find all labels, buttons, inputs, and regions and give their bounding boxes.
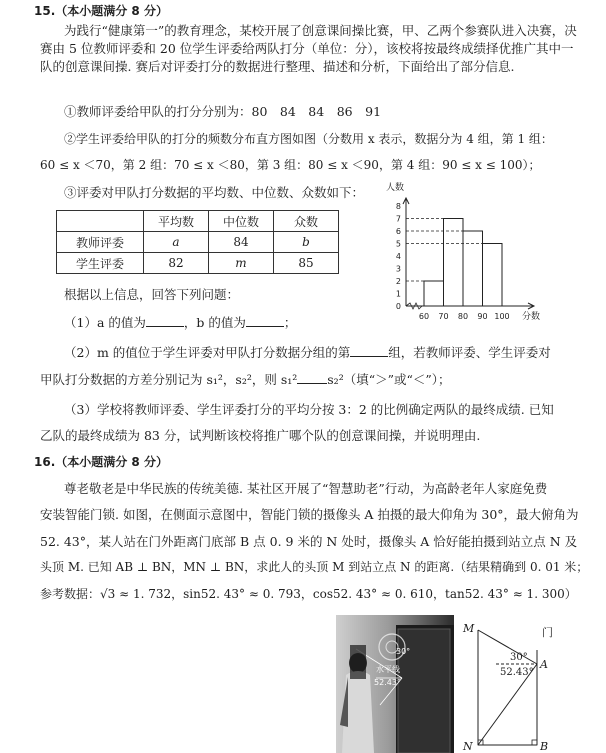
- q16-line5: 参考数据：√3 ≈ 1. 732，sin52. 43° ≈ 0. 793，cos52. 43° ≈ 0. 610，tan52. 43° ≈ 1. 300）: [40, 587, 577, 601]
- stats-table: [56, 210, 339, 274]
- table-header-row: [57, 211, 339, 232]
- part2-line2-text-a: 甲队打分数据的方差分别记为 s₁²，s₂²，则 s₁²: [40, 372, 298, 387]
- y-tick-label: 2: [395, 277, 401, 286]
- photo-label-angle1: 30°: [396, 647, 411, 656]
- point-N-label: N: [463, 740, 473, 753]
- y-tick-label: 7: [395, 214, 401, 224]
- histogram-chart: [384, 178, 559, 328]
- table-cell: 85: [274, 253, 339, 274]
- x-tick-label: 80: [457, 312, 469, 321]
- y-tick-label: 6: [395, 227, 401, 236]
- x-tick-label: 70: [438, 312, 449, 321]
- table-cell: 学生评委: [57, 253, 144, 274]
- point-B-label: B: [540, 740, 549, 753]
- y-tick-label: 0: [395, 302, 401, 311]
- part1-text-a: （1）a 的值为: [64, 315, 146, 330]
- histogram-bar: [424, 281, 444, 306]
- q16-line1: 尊老敬老是中华民族的传统美德. 某社区开展了“智慧助老”行动，为高龄老年人家庭免费: [64, 481, 548, 496]
- histogram-bar: [483, 244, 503, 307]
- y-axis-label: 人数: [386, 183, 405, 193]
- y-tick-label: 5: [395, 239, 401, 249]
- q15-part1: [64, 313, 296, 331]
- part1-text-b: ，b 的值为: [183, 315, 246, 330]
- q15-info1: ①教师评委给甲队的打分分别为：80 84 84 86 91: [64, 104, 382, 119]
- q15-part3-line1: （3）学校将教师评委、学生评委打分的平均分按 3：2 的比例确定两队的最终成绩. 已知: [64, 402, 554, 417]
- histogram-bar: [463, 231, 483, 306]
- photo-label-horizontal: 水平线: [376, 665, 400, 674]
- point-A-label: A: [540, 658, 548, 671]
- part2-line2-text-b: s₂²（填“＞”或“＜”）；: [327, 372, 451, 387]
- part2-text-b: 组，若教师评委、学生评委对: [388, 345, 551, 360]
- photo-label-angle2: 52.43°: [374, 678, 401, 687]
- table-cell: 中位数: [209, 211, 274, 232]
- q15-info2-line2: 60 ≤ x ＜70，第 2 组：70 ≤ x ＜80，第 3 组：80 ≤ x ＜90，第 4 组：90 ≤ x ≤ 100）；: [40, 158, 541, 172]
- q16-line4: 头顶 M. 已知 AB ⊥ BN，MN ⊥ BN，求此人的头顶 M 到站立点 N 的距离.（结果精确到 0. 01 米；: [40, 560, 589, 574]
- q15-info3: ③评委对甲队打分数据的平均数、中位数、众数如下：: [64, 185, 365, 200]
- answer-blank-a[interactable]: [146, 314, 184, 327]
- y-tick-label: 4: [395, 252, 401, 261]
- geometry-diagram: [468, 620, 568, 752]
- answer-blank-compare[interactable]: [297, 371, 327, 384]
- q15-part2-line1: [64, 343, 551, 361]
- table-cell: a: [144, 232, 209, 253]
- q16-line2: 安装智能门锁. 如图，在侧面示意图中，智能门锁的摄像头 A 拍摄的最大仰角为 30°，最大俯角为: [40, 507, 579, 522]
- y-tick-label: 8: [395, 202, 401, 211]
- part2-text-a: （2）m 的值位于学生评委对甲队打分数据分组的第: [64, 345, 351, 360]
- answer-blank-b[interactable]: [246, 314, 284, 327]
- q15-prompt: 根据以上信息，回答下列问题：: [64, 287, 240, 302]
- table-row: [57, 232, 339, 253]
- table-cell: 众数: [274, 211, 339, 232]
- angle-down-label: 52.43°: [500, 667, 534, 678]
- q15-part2-line2: [40, 370, 451, 388]
- answer-blank-group[interactable]: [350, 344, 388, 357]
- door-photo: [336, 615, 454, 753]
- x-axis-label: 分数: [522, 312, 541, 322]
- table-row: [57, 253, 339, 274]
- q15-heading: 15.（本小题满分 8 分）: [34, 4, 168, 18]
- y-tick-label: 1: [395, 289, 401, 299]
- table-cell: 82: [144, 253, 209, 274]
- point-M-label: M: [463, 622, 475, 635]
- x-tick-label: 90: [477, 312, 488, 321]
- x-tick-label: 60: [418, 312, 430, 321]
- histogram-bar: [444, 219, 464, 307]
- door-label: 门: [542, 626, 553, 639]
- table-cell: m: [209, 253, 274, 274]
- q15-part3-line2: 乙队的最终成绩为 83 分，试判断该校将推广哪个队的创意课间操，并说明理由.: [40, 428, 481, 443]
- table-cell: 教师评委: [57, 232, 144, 253]
- table-cell: [57, 211, 144, 232]
- part1-text-c: ；: [283, 315, 297, 330]
- x-tick-label: 100: [494, 312, 510, 321]
- y-tick-label: 3: [395, 264, 401, 274]
- table-cell: 84: [209, 232, 274, 253]
- table-cell: 平均数: [144, 211, 209, 232]
- table-cell: b: [274, 232, 339, 253]
- q15-info2-line1: ②学生评委给甲队的打分的频数分布直方图如图（分数用 x 表示，数据分为 4 组，第 1 组：: [64, 132, 553, 146]
- q15-intro: 为践行“健康第一”的教育理念，某校开展了创意课间操比赛，甲、乙两个参赛队进入决赛，决赛由 5 位教师评委和 20 位学生评委给两队打分（单位：分），该校将按最终成绩择优推广其中一队的创意课间操. 赛后对评委打分的数据进行整理、描述和分析，下面给出了部分信息.: [40, 23, 577, 74]
- q16-heading: 16.（本小题满分 8 分）: [34, 455, 168, 469]
- q16-line3: 52. 43°，某人站在门外距离门底部 B 点 0. 9 米的 N 处时，摄像头 A 恰好能拍摄到站立点 N 及: [40, 534, 578, 549]
- angle-up-label: 30°: [510, 652, 528, 663]
